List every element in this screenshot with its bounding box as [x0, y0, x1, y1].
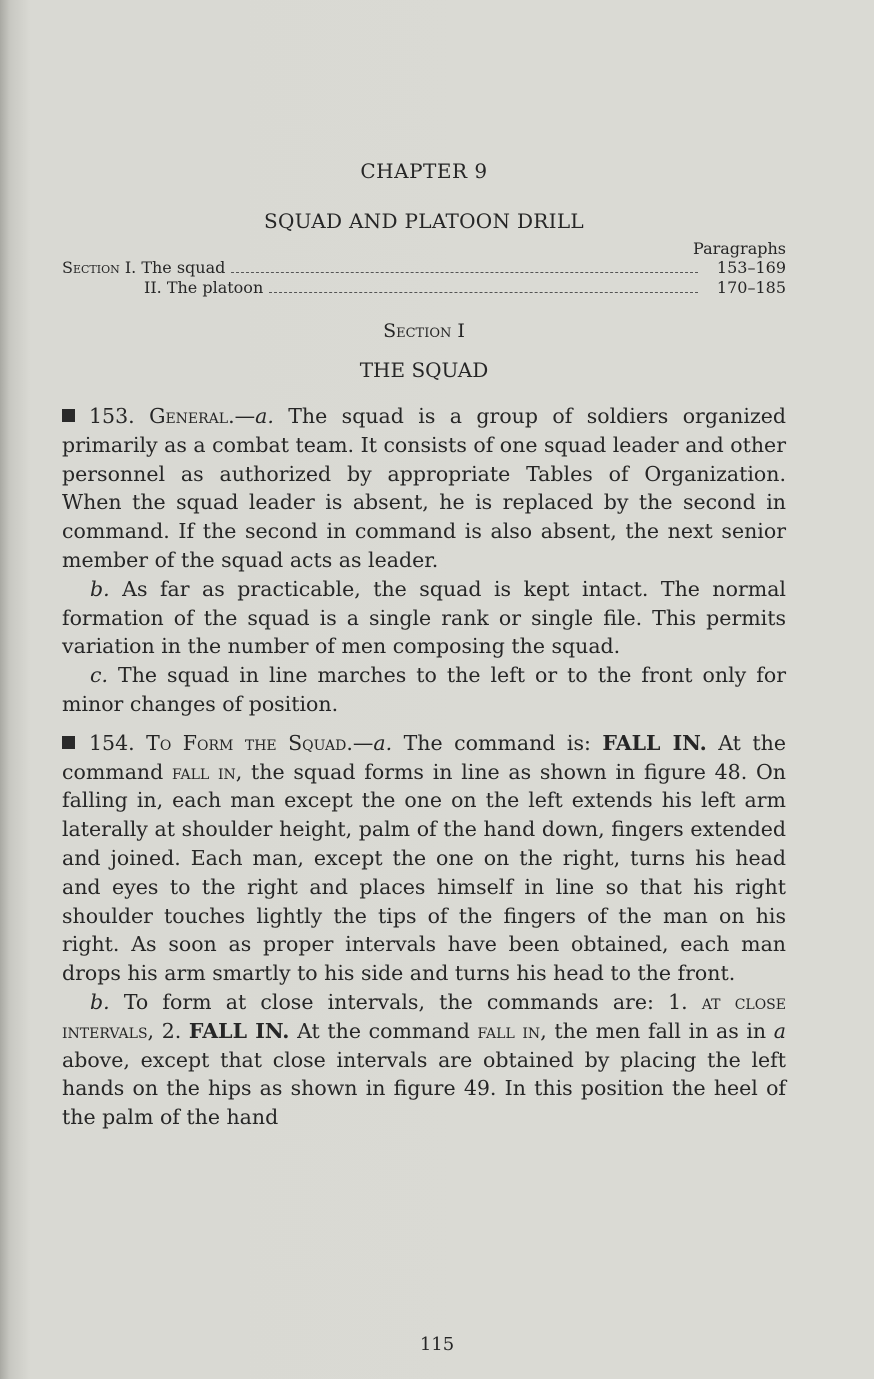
- paragraph-heading: To Form the Squad.: [146, 730, 353, 755]
- toc-leader: [269, 292, 698, 293]
- command-text: fall in: [477, 1018, 541, 1043]
- section-title: THE SQUAD: [359, 358, 489, 382]
- paragraph-153a: [62, 402, 786, 575]
- toc-label: [62, 258, 225, 278]
- paragraph-number: 154.: [89, 730, 147, 755]
- chapter-heading: CHAPTER 9: [360, 159, 488, 183]
- subparagraph-letter: b.: [90, 576, 110, 601]
- paragraph-text: The command is:: [392, 730, 603, 755]
- subparagraph-letter: c.: [90, 663, 108, 688]
- toc-range: 153–169: [716, 258, 786, 277]
- paragraph-153c: [62, 661, 786, 719]
- paragraph-text: The squad in line marches to the left or to the front only for minor changes of position.: [62, 663, 786, 716]
- paragraph-text: , the men fall in as in: [540, 1018, 774, 1043]
- paragraph-number: 153.: [89, 404, 150, 428]
- paragraph-text: To form at close intervals, the commands are: 1.: [109, 989, 702, 1014]
- paragraph-marker-icon: [62, 736, 75, 749]
- toc-row: [62, 278, 786, 298]
- subparagraph-letter: b.: [90, 989, 110, 1014]
- paragraph-marker-icon: [62, 409, 75, 422]
- toc-entry: II. The platoon: [144, 278, 264, 297]
- page-number: 115: [419, 1334, 455, 1355]
- subparagraph-letter: a.: [255, 404, 274, 428]
- paragraph-heading: General.: [149, 404, 235, 428]
- paragraph-154a: [62, 729, 786, 988]
- paragraph-153b: [62, 575, 786, 661]
- chapter-title: SQUAD AND PLATOON DRILL: [263, 209, 585, 233]
- paragraph-text: , 2.: [147, 1018, 189, 1043]
- command-text: FALL IN.: [188, 1018, 290, 1043]
- page-content: [62, 155, 786, 1132]
- dash: —: [234, 404, 256, 428]
- section-label: Section I: [383, 320, 465, 342]
- toc-row: [62, 258, 786, 278]
- table-of-contents: [62, 239, 786, 298]
- toc-leader: [231, 272, 698, 273]
- toc-range: 170–185: [716, 278, 786, 297]
- dash: —: [352, 730, 374, 755]
- paragraph-text: As far as practicable, the squad is kept intact. The normal formation of the squad is a single rank or single file. This permits variation in the number of men composing the squad.: [62, 576, 786, 659]
- paragraph-text: above, except that close intervals are obtained by placing the left hands on the hips as shown in figure 49. In this position the heel of the palm of the hand: [62, 1047, 786, 1130]
- paragraph-text: , the squad forms in line as shown in figure 48. On falling in, each man except the one on the left extends his left arm laterally at shoulder height, palm of the hand down, fingers extended and joined. Each man, except the one on the right, turns his head and eyes to the right and places himself in line so that his right shoulder touches lightly the tips of the fingers of the man on his right. As soon as proper intervals have been obtained, each man drops his arm smartly to his side and turns his head to the front.: [62, 759, 786, 986]
- paragraph-154b: [62, 988, 786, 1132]
- toc-header: Paragraphs: [693, 239, 786, 258]
- toc-entry: I. The squad: [119, 258, 226, 277]
- command-text: fall in: [172, 759, 236, 784]
- subparagraph-letter: a.: [373, 730, 393, 755]
- paragraph-text: At the command: [289, 1018, 478, 1043]
- paragraph-text: The squad is a group of soldiers organized primarily as a combat team. It consists of one squad leader and other personnel as authorized by appropriate Tables of Organization. When the squad leader is absent, he is replaced by the second in command. If the second in command is also absent, the next senior member of the squad acts as leader.: [62, 404, 786, 572]
- toc-prefix: Section: [62, 258, 120, 277]
- command-text: at close intervals: [62, 989, 786, 1043]
- paragraph-text: At the command: [62, 730, 786, 784]
- reference-letter: a: [773, 1018, 787, 1043]
- command-text: FALL IN.: [602, 730, 707, 755]
